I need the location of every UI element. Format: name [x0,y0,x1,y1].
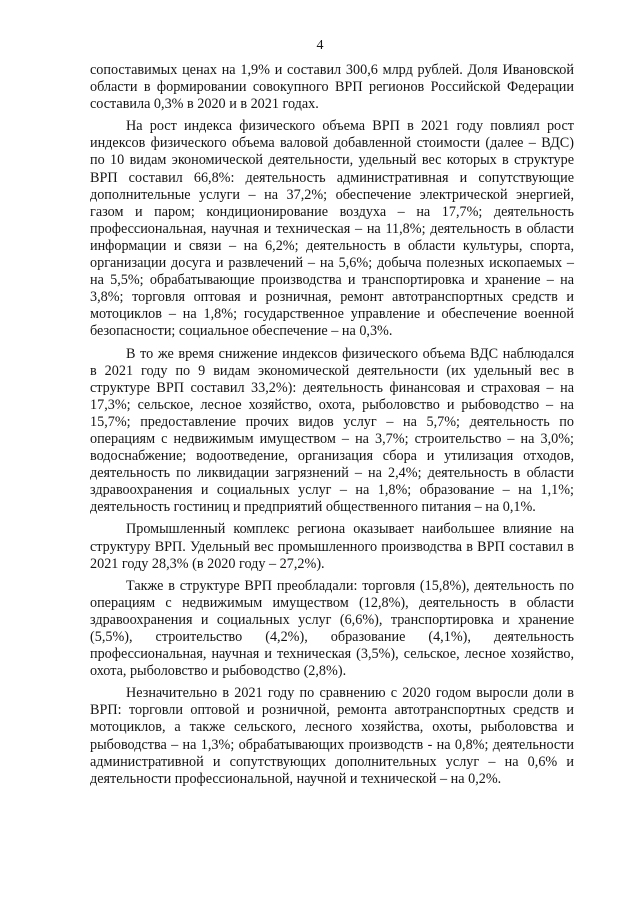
paragraph-share-growth: Незначительно в 2021 году по сравнению с 2020 годом выросли доли в ВРП: торговли оптовой и розничной, ремонта автотранспортных средств и мотоциклов, а также сельского, лесного хозяйства, охоты, рыболовства и рыбоводства – на 1,3%; обрабатывающих производств - на 0,8%; деятельности административной и сопутствующих дополнительных услуг – на 0,6% и деятельности профессиональной, научной и технической – на 0,2%. [90,685,574,787]
paragraph-decline-factors: В то же время снижение индексов физического объема ВДС наблюдался в 2021 году по 9 видам экономической деятельности (их удельный вес в структуре ВРП составил 33,2%): деятельность финансовая и страховая – на 17,3%; сельское, лесное хозяйство, охота, рыболовство и рыбоводство – на 15,7%; предоставление прочих видов услуг – на 5,7%; деятельность по операциям с недвижимым имуществом – на 3,7%; строительство – на 3,0%; водоснабжение; водоотведение, организация сбора и утилизация отходов, деятельность по ликвидации загрязнений – на 2,4%; деятельность в области здравоохранения и социальных услуг – на 1,8%; образование – на 1,1%; деятельность гостиниц и предприятий общественного питания – на 0,1%. [90,345,574,516]
page-number: 4 [316,38,324,53]
paragraph-structure: Также в структуре ВРП преобладали: торговля (15,8%), деятельность по операциям с недвижимым имуществом (12,8%), деятельность в области здравоохранения и социальных услуг (6,6%), транспортировка и хранение (5,5%), строительство (4,2%), образование (4,1%), деятельность профессиональная, научная и техническая (3,5%), сельское, лесное хозяйство, охота, рыболовство и рыбоводство (2,8%). [90,577,574,680]
paragraph-continuation: сопоставимых ценах на 1,9% и составил 300,6 млрд рублей. Доля Ивановской области в формировании совокупного ВРП регионов Российской Федерации составила 0,3% в 2020 и в 2021 годах. [90,62,574,113]
document-body [90,62,574,793]
paragraph-growth-factors: На рост индекса физического объема ВРП в 2021 году повлиял рост индексов физического объема валовой добавленной стоимости (далее – ВДС) по 10 видам экономической деятельности, удельный вес которых в структуре ВРП составил 66,8%: деятельность административная и сопутствующие дополнительные услуги – на 37,2%; обеспечение электрической энергией, газом и паром; кондиционирование воздуха – на 17,7%; деятельность профессиональная, научная и техническая – на 11,8%; деятельность в области информации и связи – на 6,2%; деятельность в области культуры, спорта, организации досуга и развлечений – на 5,6%; добыча полезных ископаемых – на 5,5%; обрабатывающие производства и транспортировка и хранение – на 3,8%; торговля оптовая и розничная, ремонт автотранспортных средств и мотоциклов – на 1,8%; государственное управление и обеспечение военной безопасности; социальное обеспечение – на 0,3%. [90,118,574,340]
paragraph-industrial-complex: Промышленный комплекс региона оказывает наибольшее влияние на структуру ВРП. Удельный вес промышленного производства в ВРП составил в 2021 году 28,3% (в 2020 году – 27,2%). [90,521,574,572]
